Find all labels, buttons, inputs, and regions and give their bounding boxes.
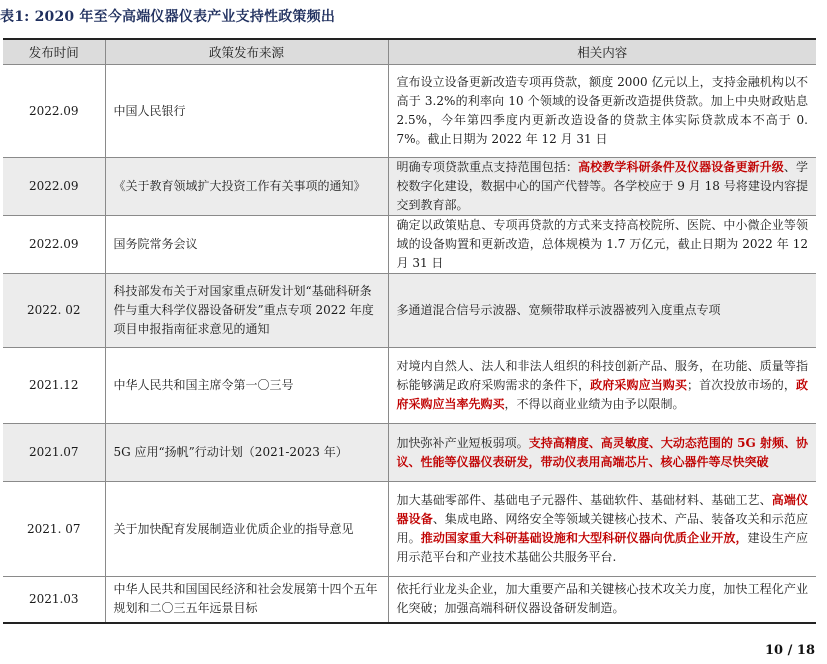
row-date: 2022.09 [3, 65, 105, 158]
row-source: 中华人民共和国国民经济和社会发展第十四个五年规划和二〇三五年远景目标 [105, 577, 388, 623]
row-content [388, 577, 816, 623]
content-text: 加大基础零部件、基础电子元器件、基础软件、基础材料、基础工艺、 [396, 493, 772, 507]
table-row [3, 65, 816, 158]
row-source: 科技部发布关于对国家重点研发计划“基础科研条件与重大科学仪器设备研发”重点专项 2022 年度项目申报指南征求意见的通知 [105, 274, 388, 348]
row-source: 5G 应用“扬帆”行动计划（2021-2023 年） [105, 424, 388, 482]
highlight-text: 政府采购应当购买 [590, 378, 688, 392]
row-date: 2021.12 [3, 348, 105, 424]
content-text: 确定以政策贴息、专项再贷款的方式来支持高校院所、医院、中小微企业等领域的设备购置和更新改造，总体规模为 1.7 万亿元，截止日期为 2022 年 12 月 31 日 [396, 218, 808, 270]
header-content: 相关内容 [388, 39, 816, 65]
table-row [3, 274, 816, 348]
row-content [388, 274, 816, 348]
row-content [388, 424, 816, 482]
content-text: 、学校数字化建设，数据中心的国产代替等。各学校应于 9 月 18 号将建设内容提交到教育部。 [396, 160, 808, 212]
row-date: 2021.03 [3, 577, 105, 623]
highlight-text: 支持高精度、高灵敏度、大动态范围的 5G 射频、协议、性能等仪器仪表研发，带动仪表用高端芯片、核心器件等尽快突破 [396, 435, 808, 469]
table-header-row [3, 39, 816, 65]
row-content [388, 482, 816, 577]
content-text: 宣布设立设备更新改造专项再贷款，额度 2000 亿元以上，支持金融机构以不高于 3.2%的利率向 10 个领域的设备更新改造提供贷款。加上中央财政贴息 2.5%，今年第四季度内更新改造设备的贷款主体实际贷款成本不高于 0.7%。截止日期为 2022 年 12 月 31 日 [396, 75, 808, 146]
page-number: 10 / 18 [765, 643, 815, 658]
row-date: 2021.07 [3, 424, 105, 482]
row-date: 2022.09 [3, 216, 105, 274]
highlight-text: 高端仪器设备 [396, 493, 808, 526]
table-row [3, 158, 816, 216]
content-text: 依托行业龙头企业，加大重要产品和关键核心技术攻关力度，加快工程化产业化突破；加强高端科研仪器设备研发制造。 [396, 582, 808, 616]
table-row [3, 577, 816, 623]
content-text: 多通道混合信号示波器、宽频带取样示波器被列入度重点专项 [396, 303, 721, 317]
highlight-text: 高校教学科研条件及仪器设备更新升级 [578, 160, 784, 174]
row-source: 关于加快配育发展制造业优质企业的指导意见 [105, 482, 388, 577]
row-source: 国务院常务会议 [105, 216, 388, 274]
header-source: 政策发布来源 [105, 39, 388, 65]
content-text: ，不得以商业业绩为由予以限制。 [504, 397, 685, 411]
row-content [388, 65, 816, 158]
table-row [3, 216, 816, 274]
header-date: 发布时间 [3, 39, 105, 65]
row-date: 2022.09 [3, 158, 105, 216]
highlight-text: 推动国家重大科研基础设施和大型科研仪器向优质企业开放， [420, 531, 748, 545]
content-text: 明确专项贷款重点支持范围包括： [396, 160, 579, 174]
row-date: 2021. 07 [3, 482, 105, 577]
content-text: ；首次投放市场的， [687, 378, 796, 392]
content-text: 建设生产应用示范平台和产业技术基础公共服务平台. [396, 531, 808, 564]
row-source: 中华人民共和国主席令第一〇三号 [105, 348, 388, 424]
highlight-text: 政府采购应当率先购买 [396, 378, 808, 411]
row-source: 中国人民银行 [105, 65, 388, 158]
row-date: 2022. 02 [3, 274, 105, 348]
content-text: 加快弥补产业短板弱项。 [396, 435, 529, 450]
row-content [388, 216, 816, 274]
table-caption: 表1: 2020 年至今高端仪器仪表产业支持性政策频出 [0, 9, 336, 25]
table-row [3, 424, 816, 482]
row-source: 《关于教育领域扩大投资工作有关事项的通知》 [105, 158, 388, 216]
table-row [3, 482, 816, 577]
content-text: 对境内自然人、法人和非法人组织的科技创新产品、服务，在功能、质量等指标能够满足政府采购需求的条件下， [396, 359, 808, 392]
table-row [3, 348, 816, 424]
policy-table [3, 38, 816, 624]
content-text: 、集成电路、网络安全等领域关键核心技术、产品、装备攻关和示范应用。 [396, 512, 808, 545]
row-content [388, 348, 816, 424]
row-content [388, 158, 816, 216]
